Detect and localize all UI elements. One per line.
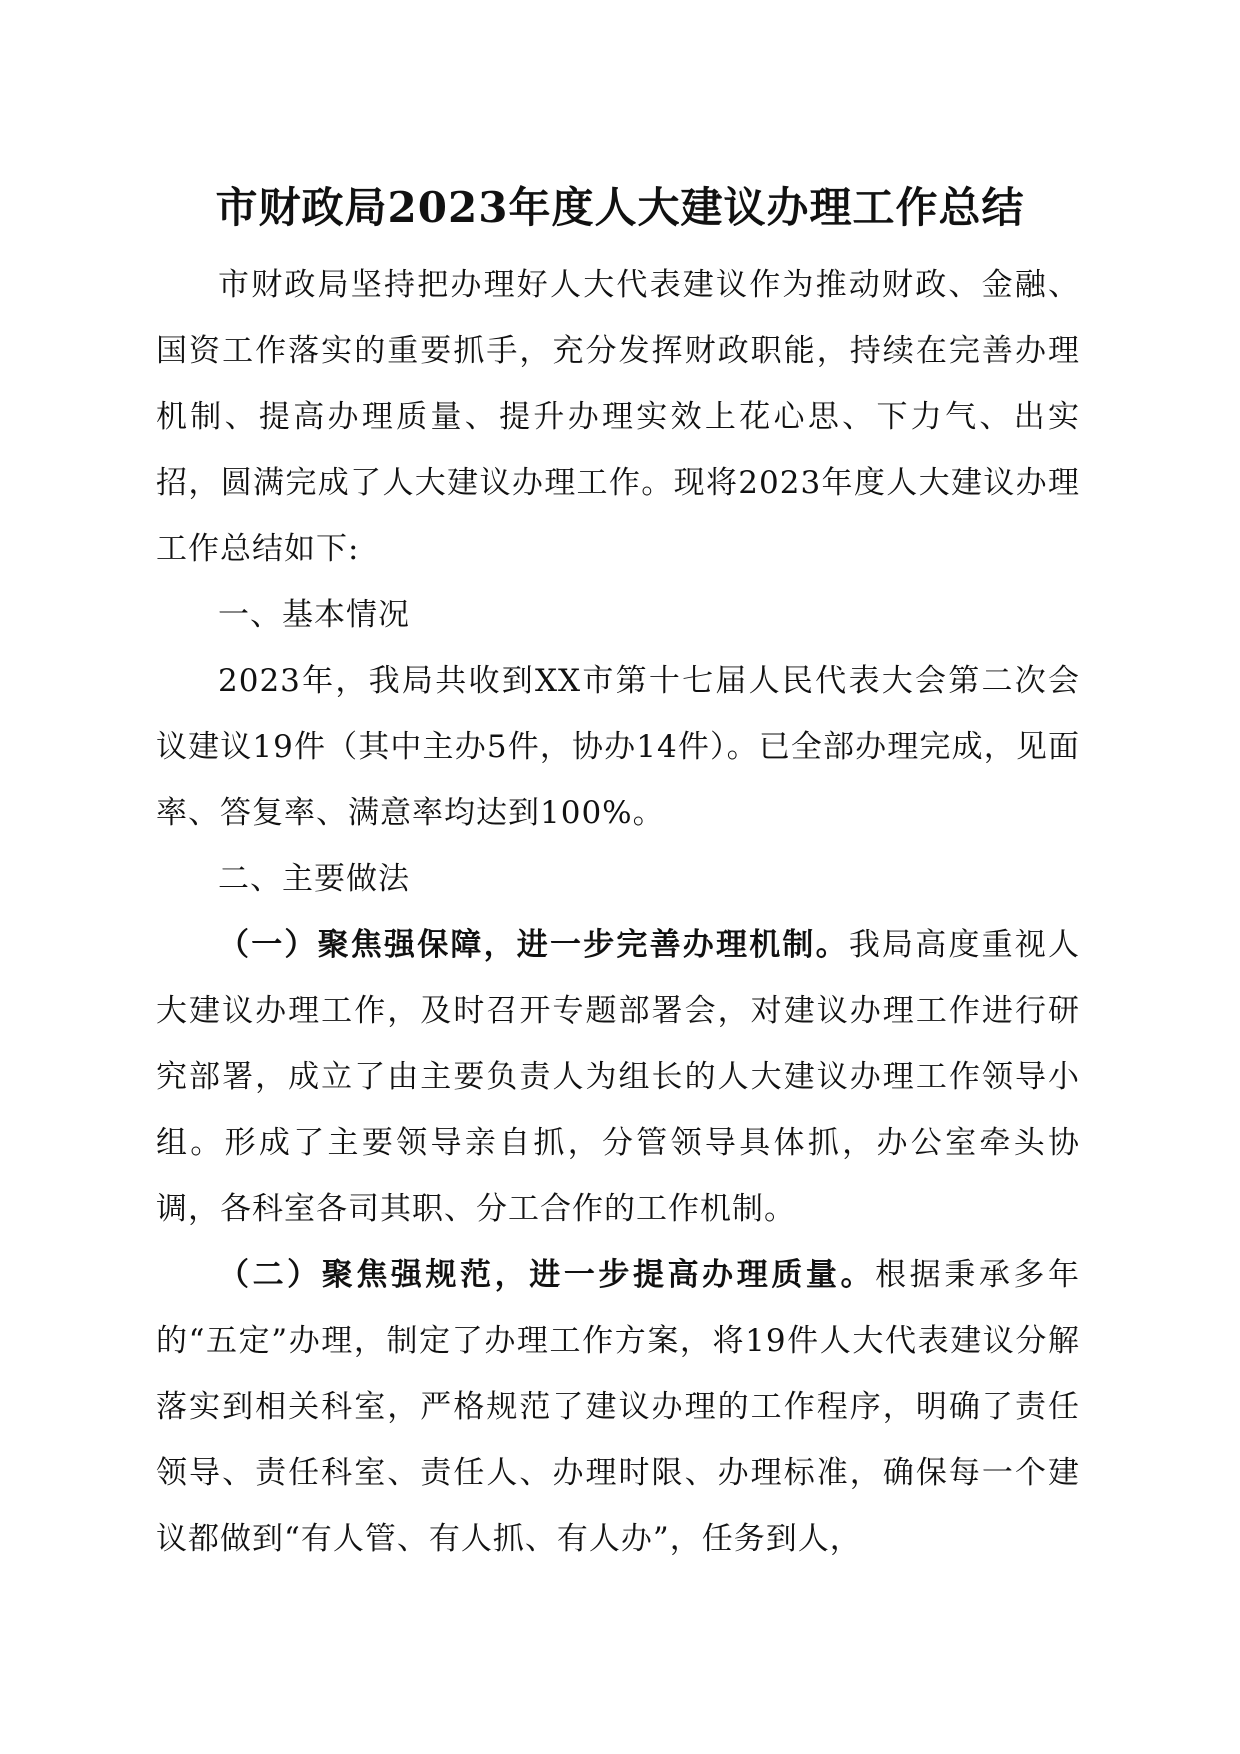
section-2-item-2-body: 根据秉承多年的“五定”办理，制定了办理工作方案，将19件人大代表建议分解落实到相关科室，严格规范了建议办理的工作程序，明确了责任领导、责任科室、责任人、办理时限、办理标准，确保每一个建议都做到“有人管、有人抓、有人办”，任务到人， — [156, 1257, 1081, 1557]
section-2-item-1-body: 我局高度重视人大建议办理工作，及时召开专题部署会，对建议办理工作进行研究部署，成立了由主要负责人为组长的人大建议办理工作领导小组。形成了主要领导亲自抓，分管领导具体抓，办公室牵头协调，各科室各司其职、分工合作的工作机制。 — [156, 927, 1081, 1227]
document-title: 市财政局2023年度人大建议办理工作总结 — [215, 183, 1025, 232]
intro-paragraph: 市财政局坚持把办理好人大代表建议作为推动财政、金融、国资工作落实的重要抓手，充分发挥财政职能，持续在完善办理机制、提高办理质量、提升办理实效上花心思、下力气、出实招，圆满完成了人大建议办理工作。现将2023年度人大建议办理工作总结如下: — [156, 267, 1080, 567]
document-body — [156, 252, 1080, 1572]
section-1-paragraph: 2023年，我局共收到XX市第十七届人民代表大会第二次会议建议19件（其中主办5件，协办14件）。已全部办理完成，见面率、答复率、满意率均达到100%。 — [156, 663, 1080, 831]
section-2-item-1-paragraph — [156, 912, 1080, 1242]
section-2-heading: 二、主要做法 — [218, 861, 410, 897]
section-1-heading: 一、基本情况 — [218, 597, 410, 633]
section-2-item-1-lead: （一）聚焦强保障，进一步完善办理机制。 — [218, 927, 849, 963]
section-2-item-2-lead: （二）聚焦强规范，进一步提高办理质量。 — [218, 1257, 876, 1293]
section-2-item-2-paragraph — [156, 1242, 1080, 1572]
